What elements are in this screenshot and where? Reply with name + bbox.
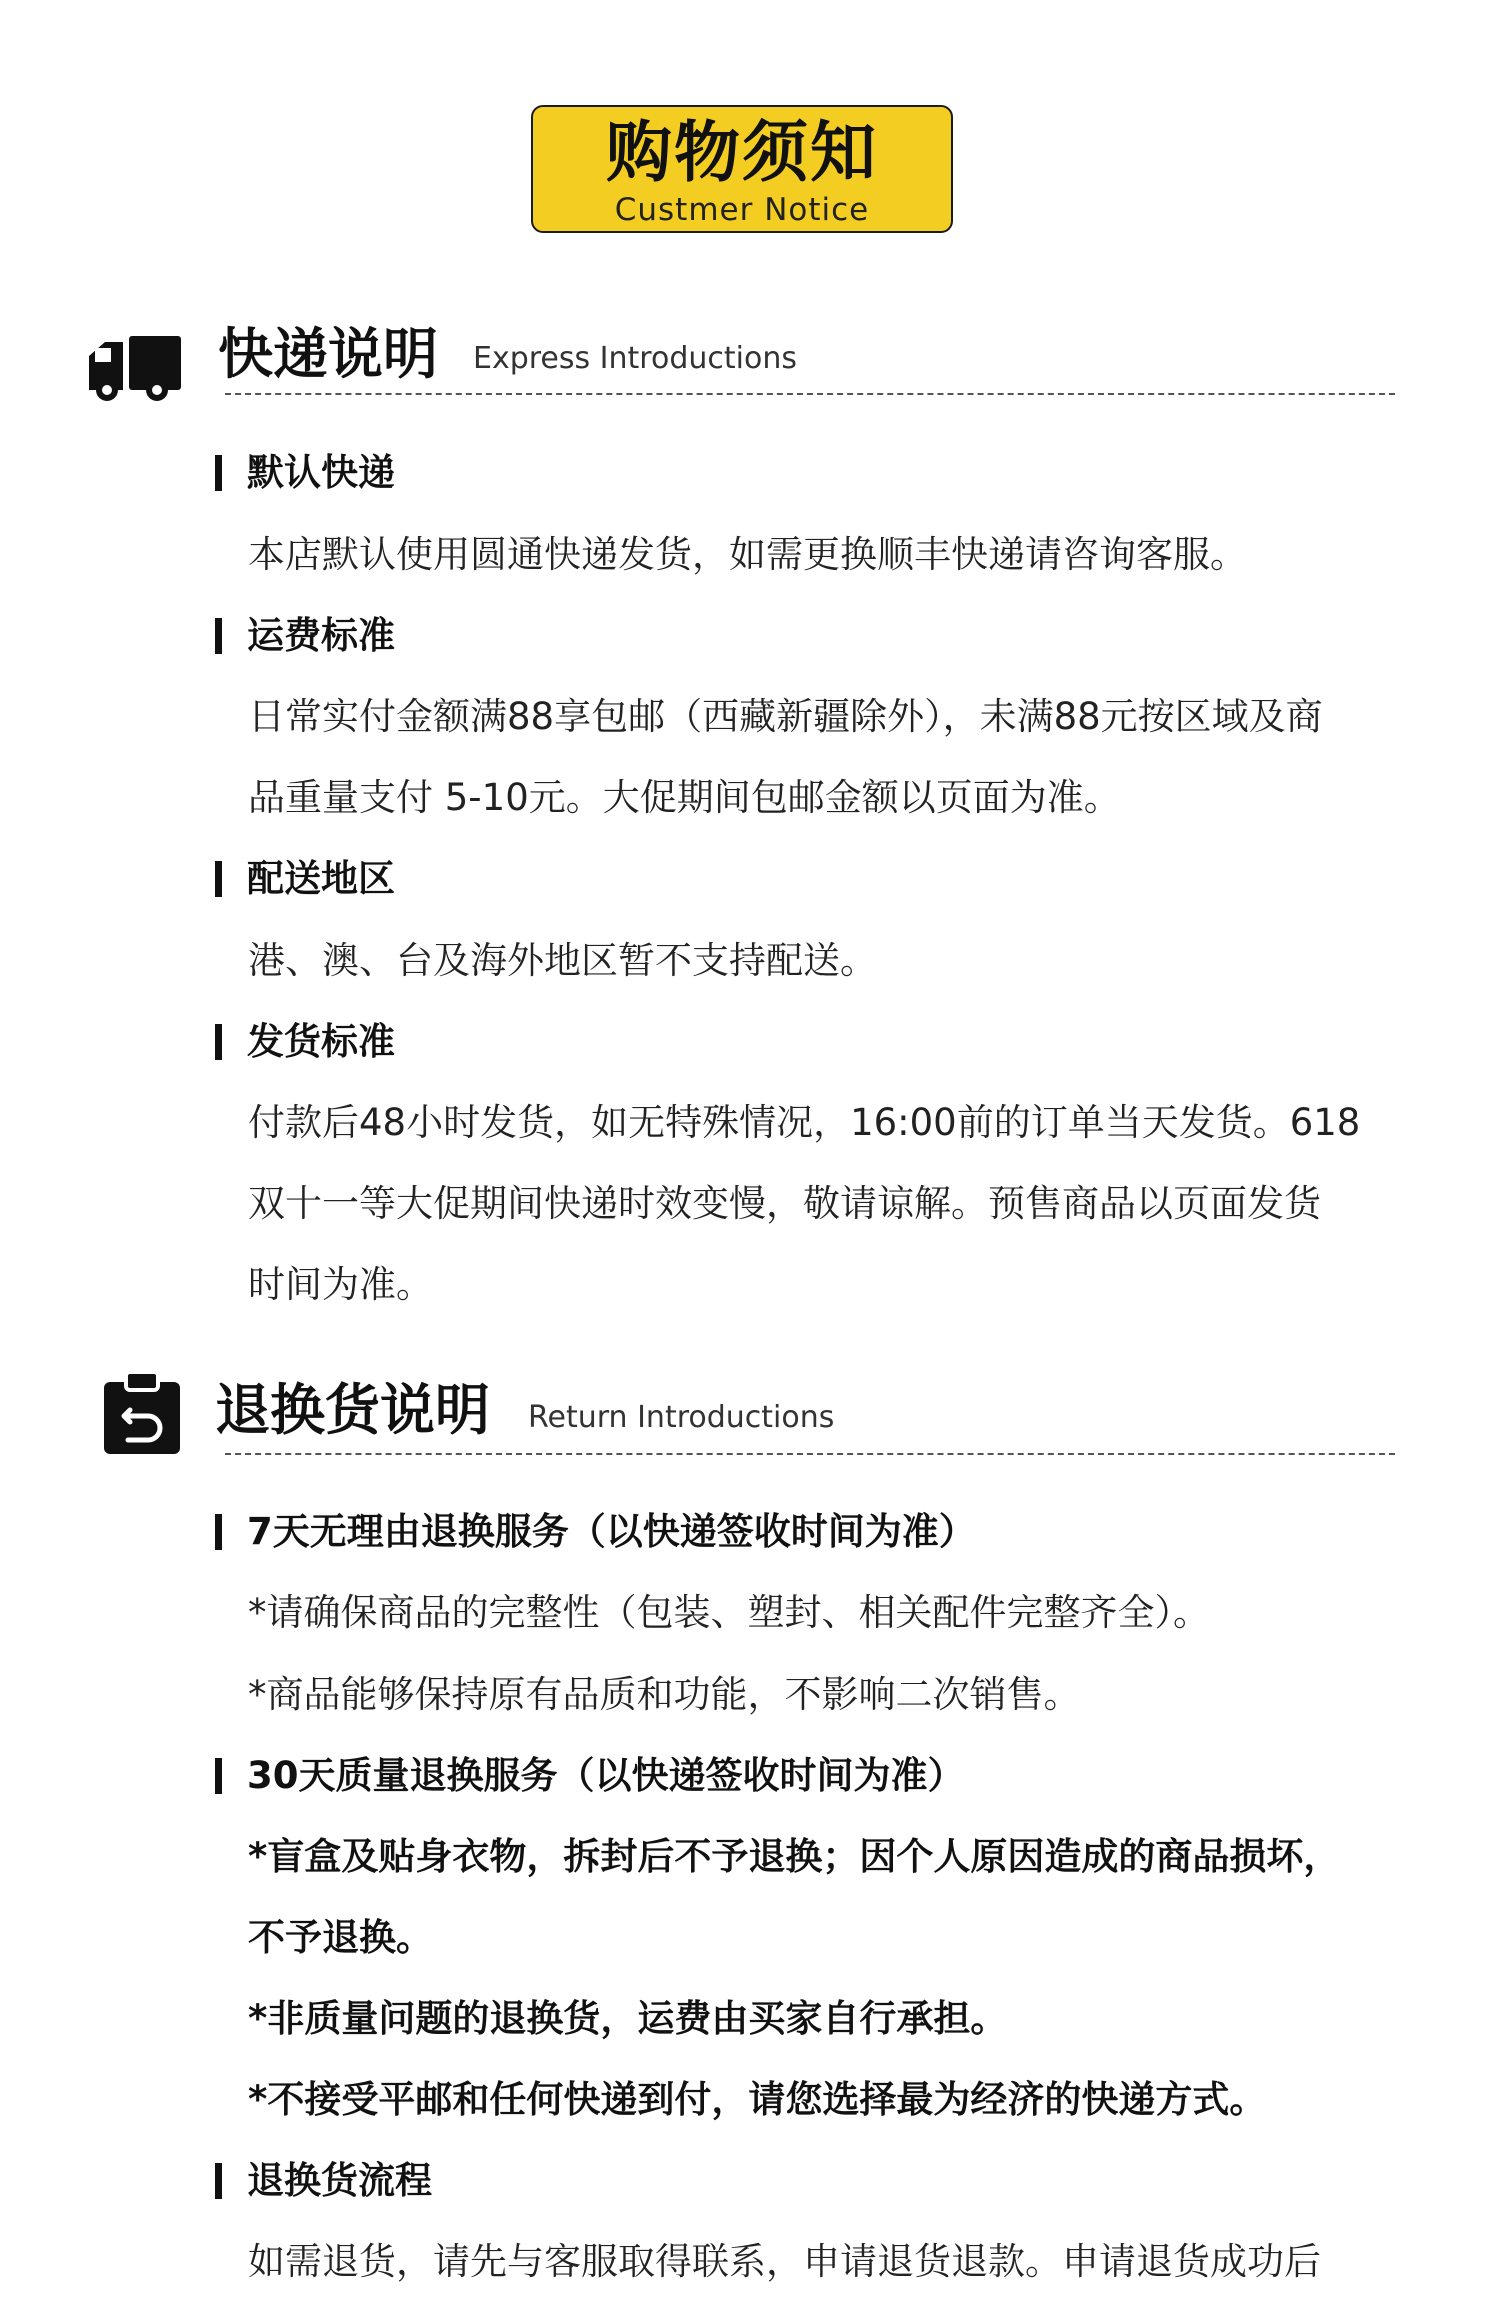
section-title: 退换货说明 <box>215 1378 491 1442</box>
section-title: 快递说明 <box>218 322 439 386</box>
subheading-marker <box>215 861 222 897</box>
paragraph-line: 港、澳、台及海外地区暂不支持配送。 <box>248 939 877 982</box>
paragraph-line: *请确保商品的完整性（包装、塑封、相关配件完整齐全）。 <box>248 1591 1210 1634</box>
section-divider <box>225 393 1395 395</box>
section-subtitle: Express Introductions <box>473 341 797 376</box>
subheading-text: 默认快递 <box>247 451 395 494</box>
subheading-marker <box>215 1514 222 1550</box>
subheading-text: 7天无理由退换服务（以快递签收时间为准） <box>247 1510 976 1553</box>
paragraph-line: 付款后48小时发货，如无特殊情况，16:00前的订单当天发货。618 <box>248 1101 1361 1144</box>
subheading-text: 运费标准 <box>247 614 395 657</box>
return-clipboard-icon <box>100 1370 184 1456</box>
paragraph-line: *非质量问题的退换货，运费由买家自行承担。 <box>248 1997 1008 2040</box>
subheading-marker <box>215 1024 222 1060</box>
notice-banner <box>531 105 953 233</box>
truck-icon <box>85 326 185 406</box>
subheading-text: 30天质量退换服务（以快递签收时间为准） <box>247 1754 965 1797</box>
subheading-marker <box>215 618 222 654</box>
subheading-text: 配送地区 <box>247 857 395 900</box>
paragraph-line: *盲盒及贴身衣物，拆封后不予退换；因个人原因造成的商品损坏， <box>248 1835 1341 1878</box>
subheading-marker <box>215 455 222 491</box>
express-section-header <box>0 310 1500 430</box>
subheading-marker <box>215 1758 222 1794</box>
paragraph-line: 日常实付金额满88享包邮（西藏新疆除外），未满88元按区域及商 <box>248 695 1323 738</box>
return-section-header <box>0 1370 1500 1490</box>
paragraph-line: *商品能够保持原有品质和功能，不影响二次销售。 <box>248 1673 1081 1716</box>
paragraph-line: 双十一等大促期间快递时效变慢，敬请谅解。预售商品以页面发货 <box>248 1182 1321 1225</box>
subheading-text: 退换货流程 <box>247 2159 432 2202</box>
banner-title: 购物须知 <box>606 114 878 191</box>
paragraph-line: 如需退货，请先与客服取得联系，申请退货退款。申请退货成功后 <box>248 2240 1321 2283</box>
paragraph-line: 本店默认使用圆通快递发货，如需更换顺丰快递请咨询客服。 <box>248 533 1247 576</box>
paragraph-line: 品重量支付 5-10元。大促期间包邮金额以页面为准。 <box>248 776 1121 819</box>
banner-subtitle: Custmer Notice <box>614 192 870 228</box>
subheading-marker <box>215 2163 222 2199</box>
subheading-text: 发货标准 <box>247 1020 395 1063</box>
paragraph-line: 不予退换。 <box>248 1916 433 1959</box>
paragraph-line: *不接受平邮和任何快递到付，请您选择最为经济的快递方式。 <box>248 2078 1267 2121</box>
section-subtitle: Return Introductions <box>528 1400 835 1435</box>
section-divider <box>225 1453 1395 1455</box>
paragraph-line: 时间为准。 <box>248 1263 433 1306</box>
